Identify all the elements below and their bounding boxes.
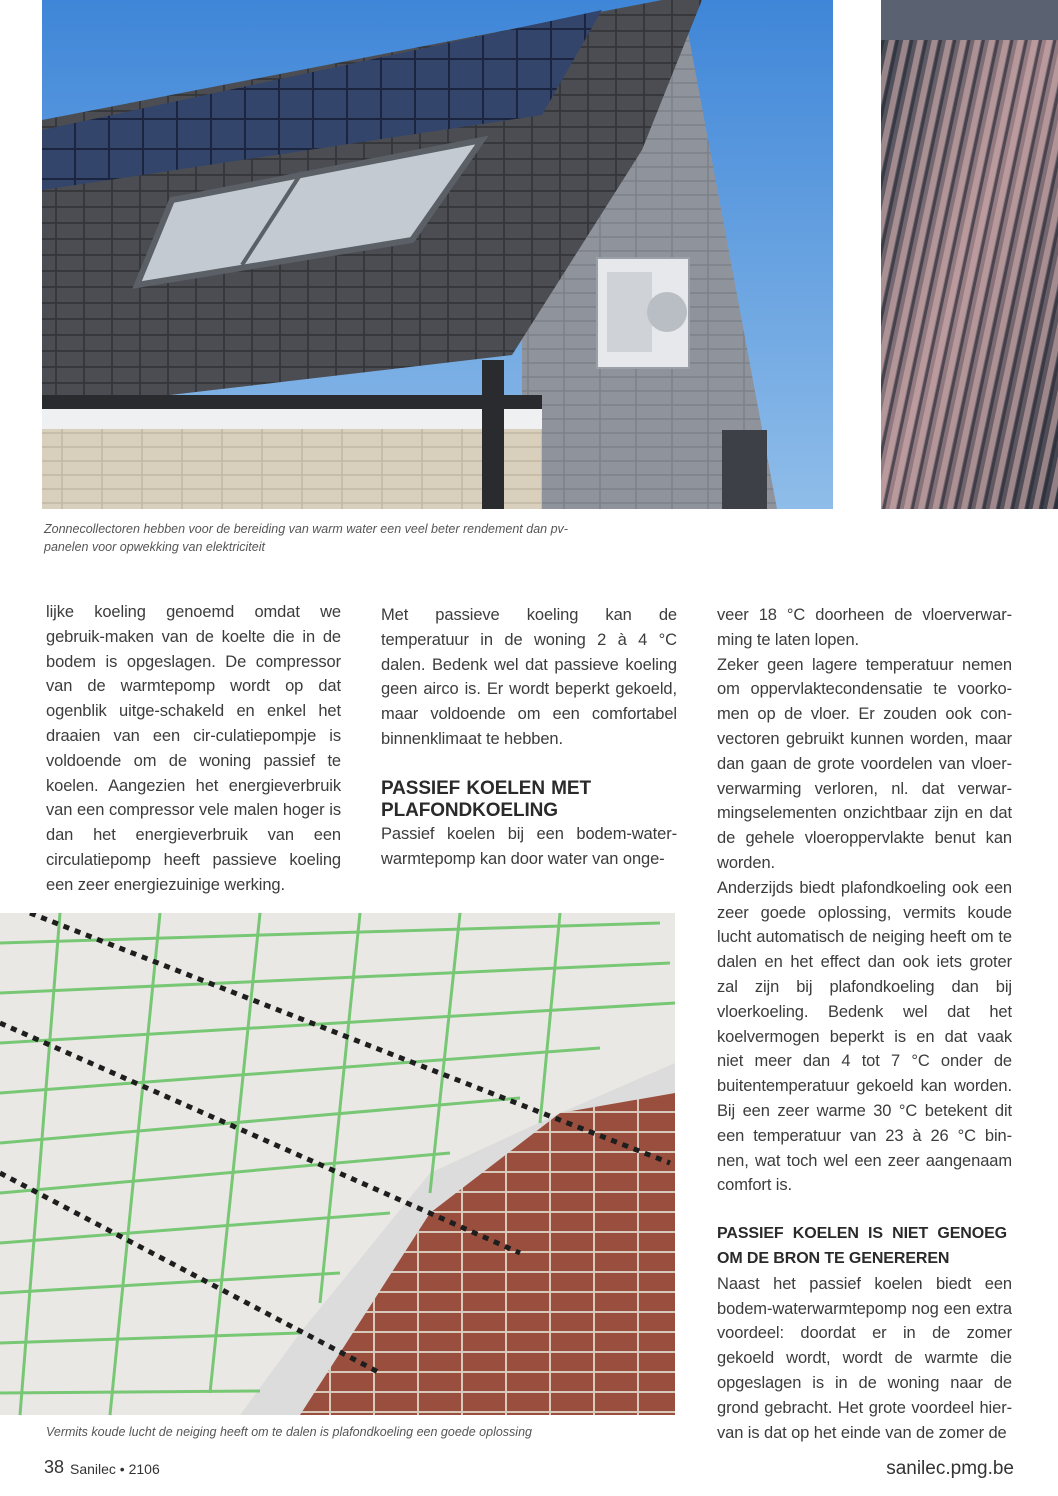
column-3-paragraph-2: Zeker geen lagere temperatuur nemen om oppervlaktecondensatie te voorko-men op de vloer. Er zouden ook con-vectoren gebruikt kunnen worden, maar dan gaan de grote voordelen van vloer-verwarming verloren, nl. dat verwar-mingselementen onzichtbaar zijn en dat de gehele vloeroppervlakte benut kan worden. — [717, 655, 1012, 872]
tube-collector-illustration — [881, 0, 1058, 509]
photo-ceiling-cooling — [0, 913, 675, 1415]
photo-tube-collector — [881, 0, 1058, 509]
column-3-paragraph-1: veer 18 °C doorheen de vloerverwar-ming te laten lopen. — [717, 606, 1012, 649]
house-illustration — [42, 0, 833, 509]
column-1 — [46, 600, 341, 898]
heading-plafondkoeling: PASSIEF KOELEN MET PLAFONDKOELING — [381, 777, 591, 821]
column-3 — [717, 603, 1012, 1445]
column-3-paragraph-3: Anderzijds biedt plafondkoeling ook een zeer goede oplossing, vermits koude lucht automatisch de neiging heeft om te dalen en het effect dan ook iets groter zal zijn bij plafondkoeling dan bij vloerkoeling. Bedenk wel dat het koelvermogen beperkt is en dat vaak niet meer dan 4 tot 7 °C onder de buitentemperatuur gekoeld kan worden. Bij een zeer warme 30 °C betekent dit een temperatuur van 23 à 26 °C bin-nen, wat toch wel een zeer aangenaam comfort is. — [717, 878, 1012, 1195]
website-link[interactable]: sanilec.pmg.be — [886, 1458, 1014, 1479]
column-1-paragraph-1: lijke koeling genoemd omdat we gebruik-maken van de koelte die in de bodem is opgeslagen. De compressor van de warmtepomp wordt op dat ogenblik uitge-schakeld en enkel het draaien van een cir-culatiepompje is voldoende om de woning passief te koelen. Aangezien het energieverbruik van een compressor vele malen hoger is dan het energieverbruik van een circulatiepomp heeft passieve koeling een zeer energiezuinige werking. — [46, 603, 341, 894]
column-3-paragraph-4: Naast het passief koelen biedt een bodem-waterwarmtepomp nog een extra voordeel: doordat er in de zomer gekoeld wordt, wordt de warmte die opgeslagen is in de woning naar de grond gebracht. Het grote voordeel hier-van is dat op het einde van de zomer de — [717, 1274, 1012, 1442]
caption-bottom: Vermits koude lucht de neiging heeft om te dalen is plafondkoeling een goede oplossing — [46, 1425, 532, 1439]
column-2 — [381, 603, 677, 871]
photo-house-solar-panels — [42, 0, 833, 509]
magazine-issue: Sanilec • 2106 — [70, 1461, 160, 1477]
ceiling-illustration — [0, 913, 675, 1415]
caption-top: Zonnecollectoren hebben voor de bereiding van warm water een veel beter rendement dan pv-panelen voor opwekking van elektriciteit — [44, 522, 568, 554]
heading-bron-genereren: PASSIEF KOELEN IS NIET GENOEG OM DE BRON TE GENEREREN — [717, 1225, 1007, 1267]
page-number: 38 — [44, 1457, 65, 1477]
column-2-paragraph-1: Met passieve koeling kan de temperatuur in de woning 2 à 4 °C dalen. Bedenk wel dat passieve koeling geen airco is. Er wordt beperkt gekoeld, maar voldoende om een comfortabel binnenklimaat te hebben. — [381, 606, 677, 748]
column-2-paragraph-2: Passief koelen bij een bodem-water-warmtepomp kan door water van onge- — [381, 824, 677, 868]
